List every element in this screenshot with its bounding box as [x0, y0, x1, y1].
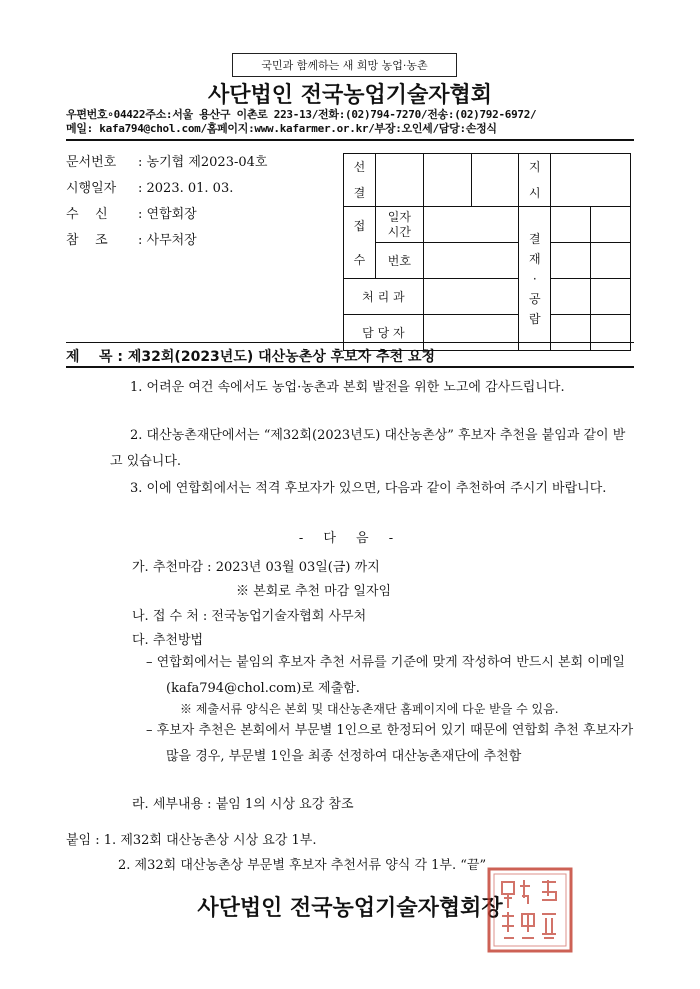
cell-person-label: 담 당 자 [344, 315, 424, 351]
cell-review-2b [591, 243, 631, 279]
cell-jisi: 지 시 [519, 154, 551, 207]
method-bullet-2: – 후보자 추천은 본회에서 부문별 1인으로 한정되어 있기 때문에 연합회 추천 후보자가 많을 경우, 부문별 1인을 최종 선정하여 대산농촌재단에 추천함 [146, 723, 634, 764]
paragraph-3 [110, 476, 634, 502]
paragraph-2 [110, 423, 634, 475]
recipient-label: 수 신 [66, 207, 108, 222]
contact-line-2: 메일: kafa794@chol.com/홈페이지:www.kafarmer.or.kr/부장:오인세/담당:손정식 [66, 122, 497, 135]
cell-review-4b [591, 315, 631, 351]
reference-label: 참 조 [66, 233, 108, 248]
recipient-value: : 연합회장 [138, 207, 197, 222]
issue-date-label: 시행일자 [66, 181, 117, 196]
attachment-2: 2. 제32회 대산농촌상 부문별 후보자 추천서류 양식 각 1부. “끝” [118, 858, 487, 873]
issue-date-value: : 2023. 01. 03. [138, 181, 234, 196]
header-rule [66, 139, 634, 141]
doc-number-value: : 농기협 제2023-04호 [138, 155, 268, 170]
cell-jeopsu: 접 수 [344, 207, 376, 279]
paragraph-1-text: 1. 어려운 여건 속에서도 농업·농촌과 본회 발전을 위한 노고에 감사드립니다. [130, 380, 565, 395]
subject-top-rule [66, 342, 634, 343]
contact-line-1: 우편번호∘04422주소:서울 용산구 이촌로 223-13/전화:(02)794-7270/전송:(02)792-6972/ [66, 108, 537, 121]
organization-name: 사단법인 전국농업기술자협회 [208, 83, 492, 108]
doc-number-row [66, 151, 267, 170]
method-bullet-1-note: ※ 제출서류 양식은 본회 및 대산농촌재단 홈페이지에 다운 받을 수 있음. [180, 702, 559, 716]
paragraph-2-text: 2. 대산농촌재단에서는 “제32회(2023년도) 대산농촌상” 후보자 추천을 붙임과 같이 받고 있습니다. [110, 428, 626, 469]
recipient-row [66, 203, 197, 222]
reference-row [66, 229, 197, 248]
paragraph-1 [110, 375, 634, 401]
cell-number-value [423, 243, 519, 279]
cell-seongyeol: 선 결 [344, 154, 376, 207]
section-divider: - 다 음 - [298, 531, 402, 546]
slogan-box: 국민과 함께하는 새 희망 농업·농촌 [232, 53, 457, 77]
subject-line [66, 346, 435, 366]
cell-review-2a [551, 243, 591, 279]
cell-review-1a [551, 207, 591, 243]
approval-table [343, 153, 631, 351]
cell-person-value [423, 315, 519, 351]
item-details: 라. 세부내용 : 붙임 1의 시상 요강 참조 [132, 797, 354, 812]
item-method: 다. 추천방법 [132, 633, 204, 648]
paragraph-3-text: 3. 이에 연합회에서는 적격 후보자가 있으면, 다음과 같이 추천하여 주시기 바랍니다. [130, 481, 607, 496]
cell-gyeoljae-gongram: 결 재 · 공 람 [519, 207, 551, 351]
method-bullet-1: – 연합회에서는 붙임의 후보자 추천 서류를 기준에 맞게 작성하여 반드시 본회 이메일(kafa794@chol.com)로 제출함. [146, 655, 625, 696]
issue-date-row [66, 177, 233, 196]
cell-review-3a [551, 279, 591, 315]
attachment-1 [66, 829, 317, 848]
cell-review-1b [591, 207, 631, 243]
official-seal-icon [486, 866, 574, 954]
cell-review-4a [551, 315, 591, 351]
item-deadline-note: ※ 본회로 추천 마감 일자임 [236, 584, 392, 599]
cell-date-time-label: 일자 시간 [375, 207, 423, 243]
subject-text: 제32회(2023년도) 대산농촌상 후보자 추천 요청 [127, 349, 436, 365]
attachment-label: 붙임 : [66, 833, 100, 848]
attachment-1-text: 1. 제32회 대산농촌상 시상 요강 1부. [103, 833, 317, 848]
doc-number-label: 문서번호 [66, 155, 117, 170]
item-receiver: 나. 접 수 처 : 전국농업기술자협회 사무처 [132, 609, 367, 624]
cell-sign-2 [423, 154, 471, 207]
issuer-name: 사단법인 전국농업기술자협회장 [197, 896, 503, 921]
cell-dept-value [423, 279, 519, 315]
subject-label: 제 목 : [66, 349, 124, 365]
subject-bottom-rule [66, 366, 634, 368]
item-deadline: 가. 추천마감 : 2023년 03월 03일(금) 까지 [132, 560, 380, 575]
cell-sign-1 [375, 154, 423, 207]
cell-dept-label: 처 리 과 [344, 279, 424, 315]
cell-date-time-value [423, 207, 519, 243]
cell-jisi-content [551, 154, 631, 207]
cell-number-label: 번호 [375, 243, 423, 279]
reference-value: : 사무처장 [138, 233, 197, 248]
cell-sign-3 [471, 154, 519, 207]
cell-review-3b [591, 279, 631, 315]
